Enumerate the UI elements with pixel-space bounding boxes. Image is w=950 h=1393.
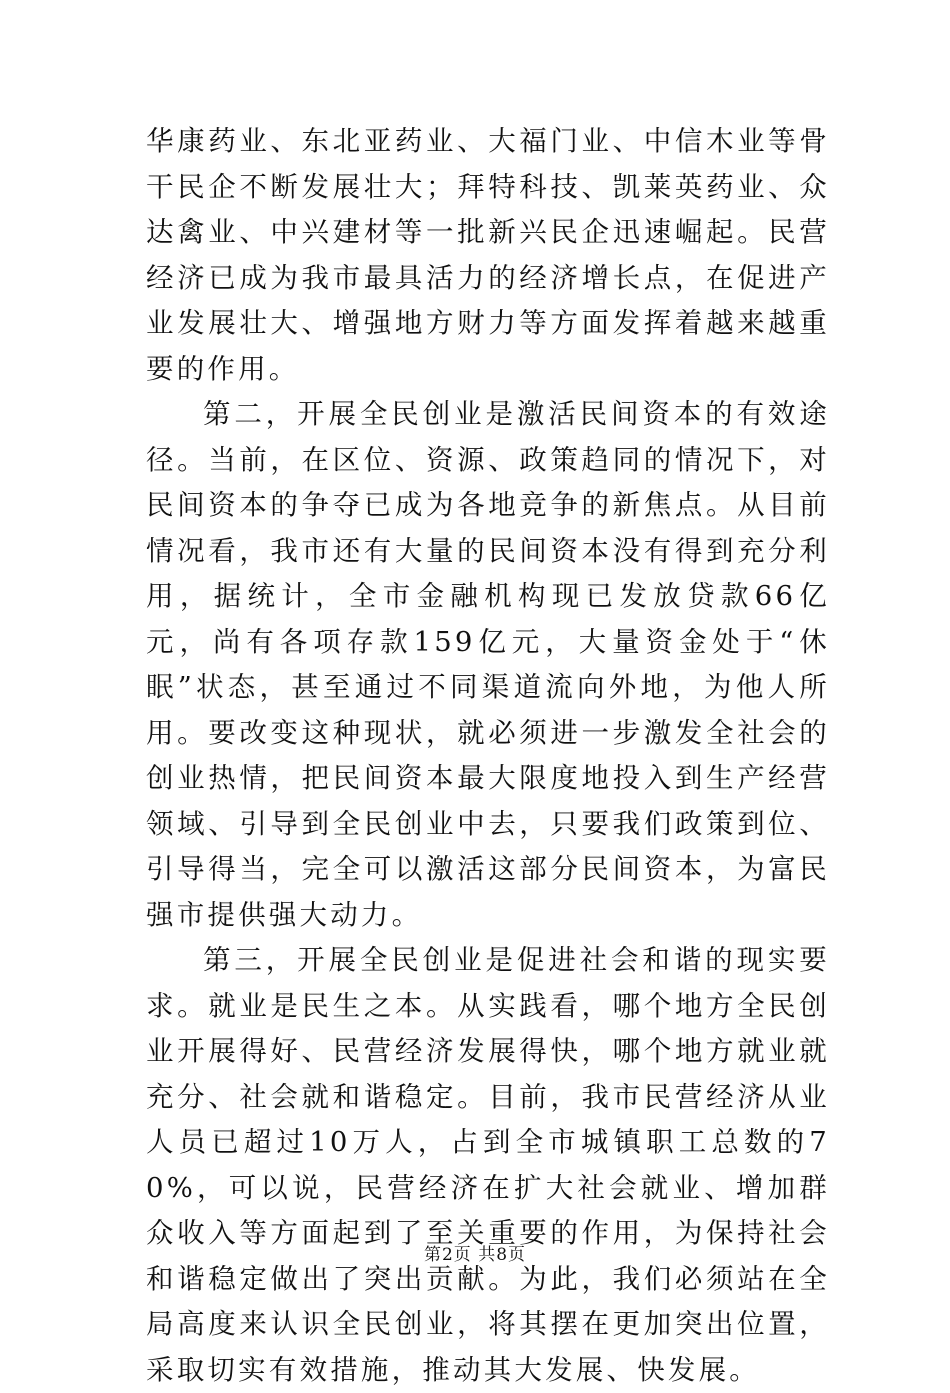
paragraph-continuation: 华康药业、东北亚药业、大福门业、中信木业等骨干民企不断发展壮大；拜特科技、凯莱英药业、众达禽业、中兴建材等一批新兴民企迅速崛起。民营经济已成为我市最具活力的经济增长点，在促进产业发展壮大、增强地方财力等方面发挥着越来越重要的作用。 — [146, 125, 830, 385]
page-number-footer: 第2页 共8页 — [423, 1245, 527, 1265]
paragraph-second-point: 第二，开展全民创业是激活民间资本的有效途径。当前，在区位、资源、政策趋同的情况下，对民间资本的争夺已成为各地竞争的新焦点。从目前情况看，我市还有大量的民间资本没有得到充分利用，据统计，全市金融机构现已发放贷款66亿元，尚有各项存款159亿元，大量资金处于“休眠”状态，甚至通过不同渠道流向外地，为他人所用。要改变这种现状，就必须进一步激发全社会的创业热情，把民间资本最大限度地投入到生产经营领域、引导到全民创业中去，只要我们政策到位、引导得当，完全可以激活这部分民间资本，为富民强市提供强大动力。 — [146, 398, 830, 931]
paragraph-third-point: 第三，开展全民创业是促进社会和谐的现实要求。就业是民生之本。从实践看，哪个地方全民创业开展得好、民营经济发展得快，哪个地方就业就充分、社会就和谐稳定。目前，我市民营经济从业人员已超过10万人，占到全市城镇职工总数的70%，可以说，民营经济在扩大社会就业、增加群众收入等方面起到了至关重要的作用，为保持社会和谐稳定做出了突出贡献。为此，我们必须站在全局高度来认识全民创业，将其摆在更加突出位置，采取切实有效措施，推动其大发展、快发展。 — [146, 944, 830, 1386]
document-body — [146, 119, 830, 1393]
